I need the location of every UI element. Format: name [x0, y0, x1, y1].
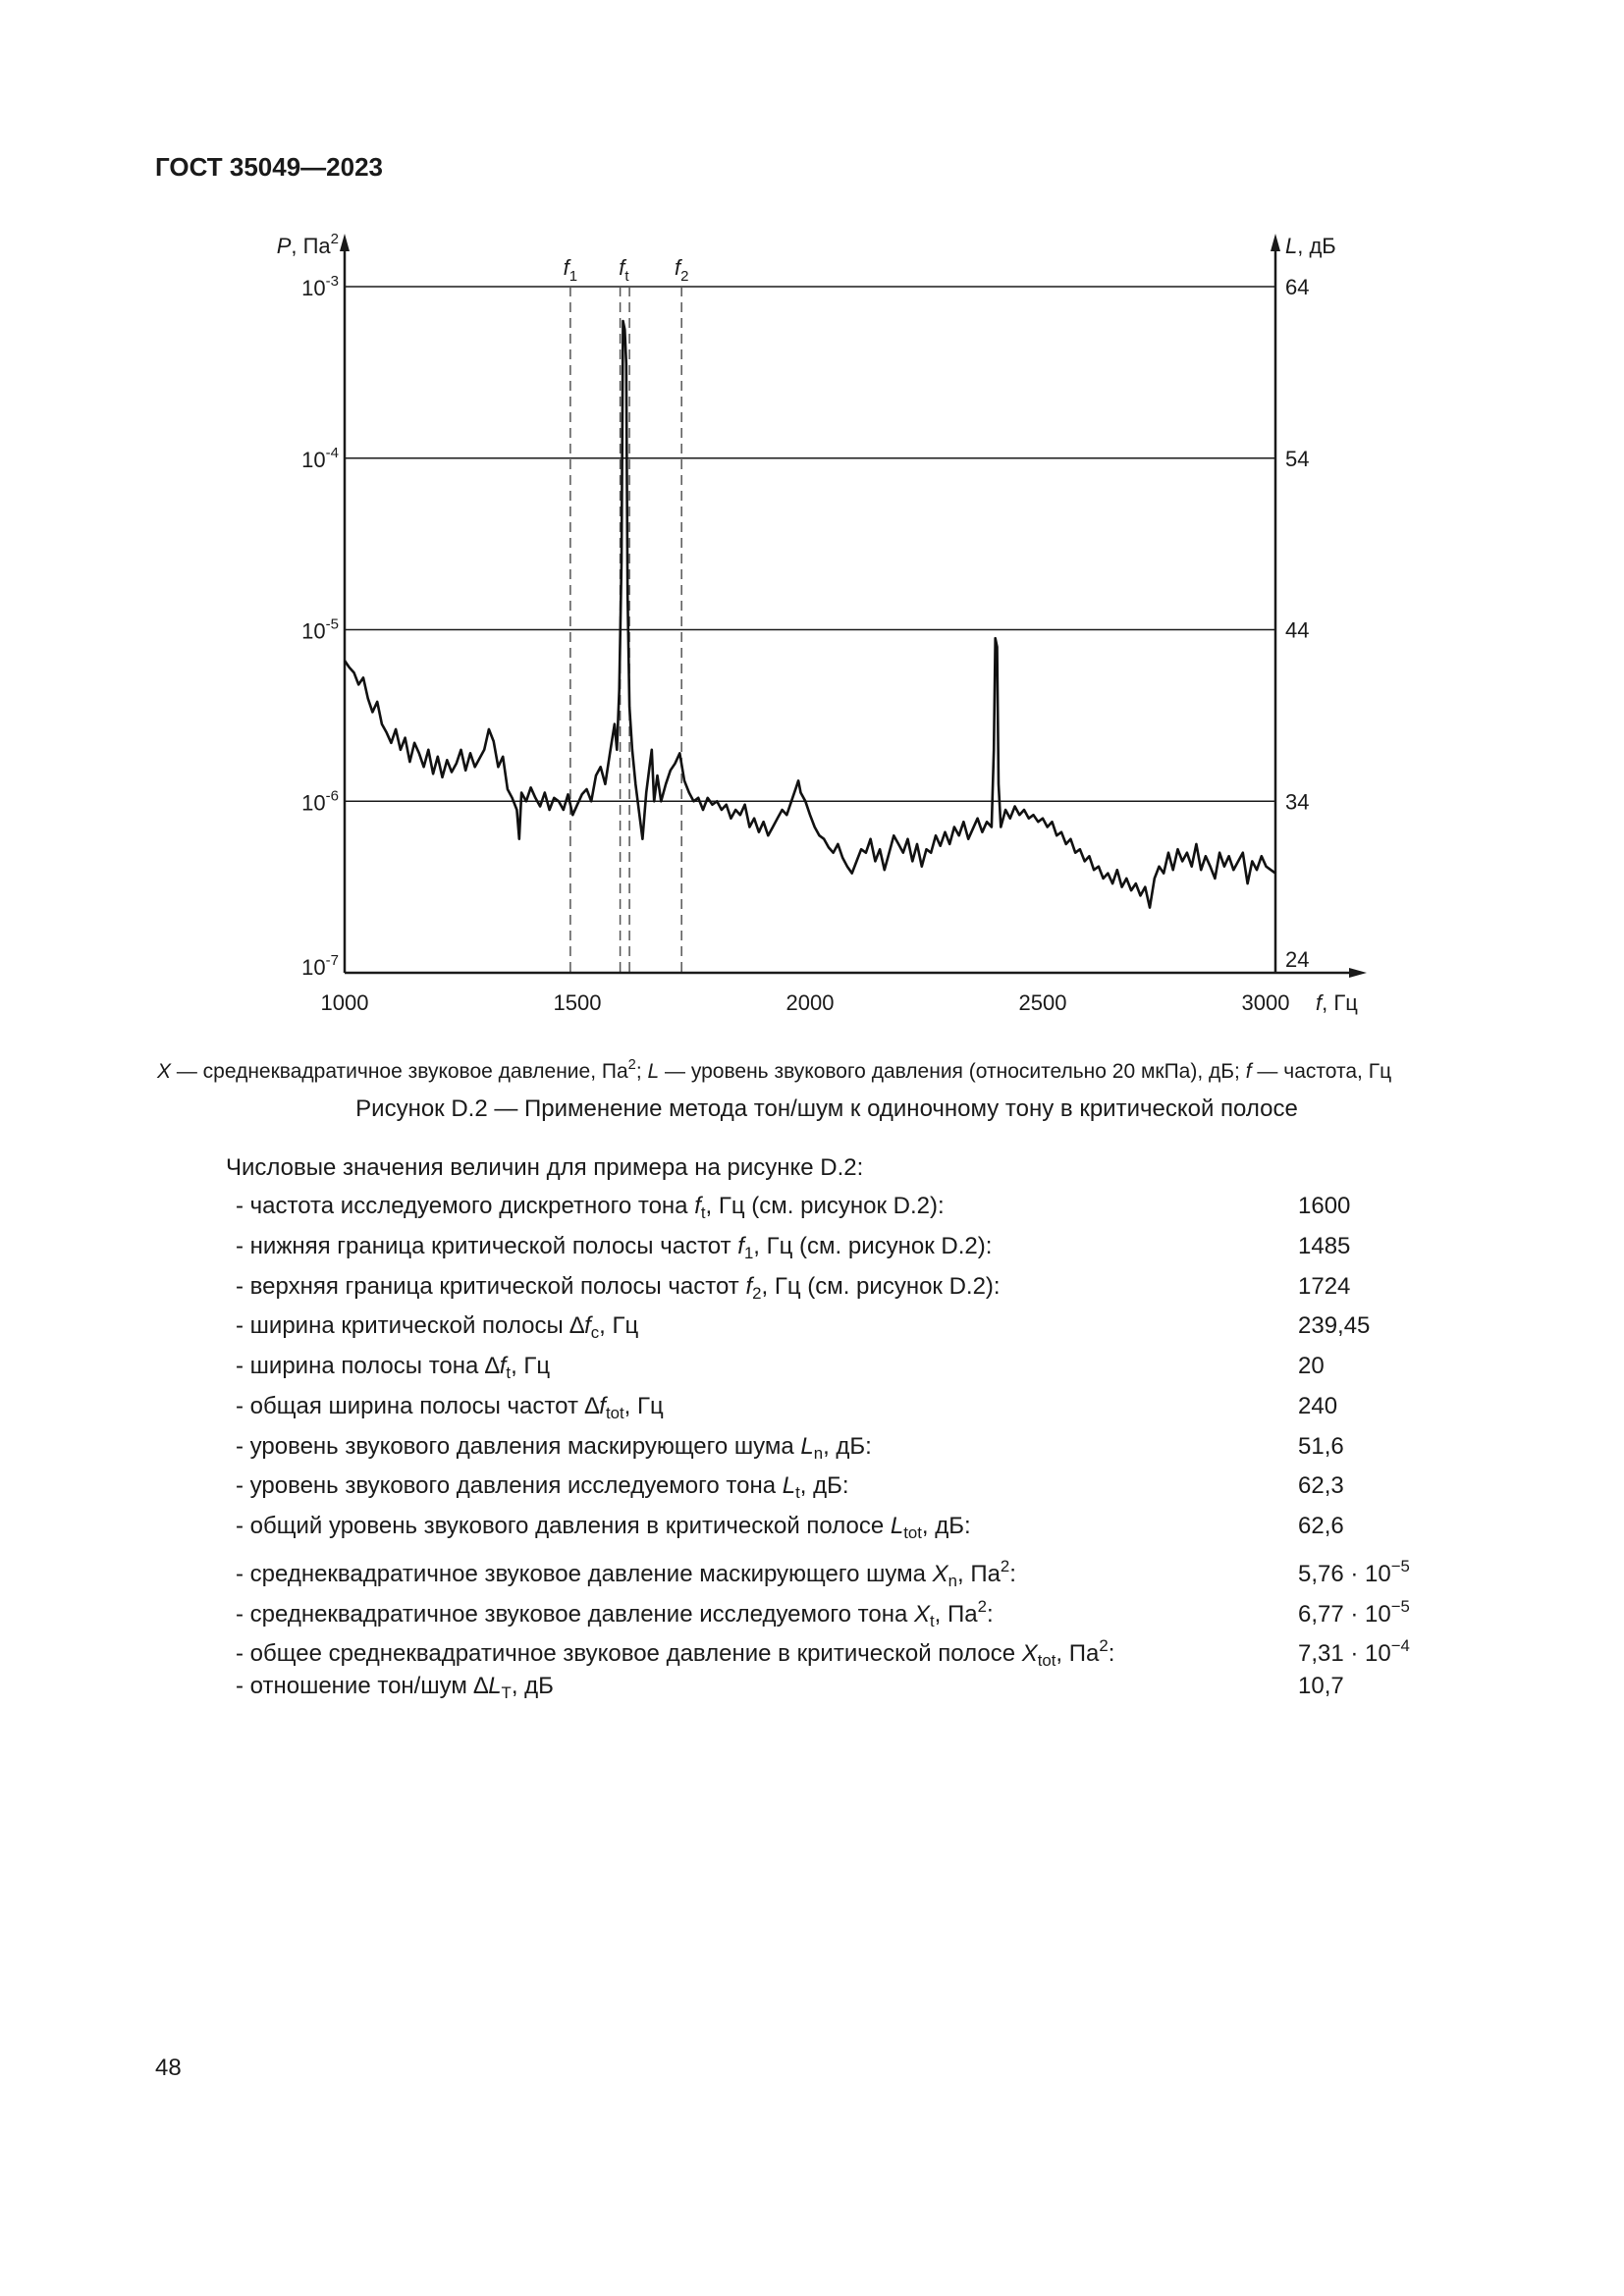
row-label — [236, 1432, 872, 1463]
row-value-exponent: −5 — [1390, 1596, 1410, 1616]
row-label-suffix: , дБ — [511, 1673, 554, 1699]
left-tick-exp: -4 — [325, 444, 339, 461]
row-value — [1298, 1432, 1344, 1462]
row-label-suffix: , Гц — [623, 1392, 664, 1419]
row-value-number: 5,76 · 10 — [1298, 1560, 1391, 1587]
row-subscript: c — [590, 1323, 600, 1343]
value-row — [236, 1392, 1463, 1432]
row-label-suffix: , Гц (см. рисунок D.2): — [705, 1193, 945, 1219]
row-subscript: t — [506, 1363, 512, 1383]
row-label — [236, 1392, 664, 1422]
right-tick-label: 54 — [1285, 446, 1310, 471]
row-symbol: f — [499, 1353, 507, 1379]
figure-legend — [157, 1051, 1391, 1086]
row-label-text: - частота исследуемого дискретного тона — [236, 1193, 695, 1219]
row-subscript: n — [813, 1443, 824, 1463]
spectrum-line — [345, 321, 1275, 908]
marker-label — [564, 255, 577, 285]
left-tick-label — [301, 616, 339, 644]
row-subscript: t — [795, 1483, 800, 1503]
left-axis-label-sup: 2 — [330, 231, 339, 247]
row-label-text: - общий уровень звукового давления в критической полосе — [236, 1513, 891, 1539]
row-subscript: t — [929, 1611, 935, 1630]
x-axis-label-unit: , Гц — [1322, 990, 1358, 1015]
x-axis-arrow — [1349, 968, 1367, 978]
row-value-number: 62,3 — [1298, 1472, 1344, 1500]
row-label-text: - отношение тон/шум — [236, 1673, 474, 1699]
left-tick-base: 10 — [301, 790, 326, 816]
legend-symbol: X — [157, 1059, 172, 1083]
row-label-text: - верхняя граница критической полосы частот — [236, 1272, 746, 1300]
row-label — [236, 1353, 551, 1383]
row-subscript: 1 — [743, 1243, 754, 1262]
row-label-text: - ширина полосы тона — [236, 1353, 486, 1379]
legend-text: ; — [635, 1059, 648, 1083]
row-value-number: 240 — [1298, 1392, 1338, 1419]
row-label — [236, 1472, 849, 1503]
left-tick-base: 10 — [301, 955, 326, 980]
spectrum-chart — [0, 0, 1624, 1041]
row-symbol: f — [737, 1232, 744, 1259]
row-label-text: - среднеквадратичное звуковое давление маскирующего шума — [236, 1560, 933, 1587]
left-tick-label — [301, 952, 339, 980]
row-label — [236, 1556, 1016, 1590]
row-value — [1298, 1232, 1350, 1261]
row-subscript: T — [501, 1683, 512, 1703]
row-label — [236, 1312, 639, 1343]
row-value — [1298, 1311, 1370, 1341]
row-symbol: X — [932, 1560, 948, 1587]
row-symbol: L — [488, 1673, 502, 1699]
row-label-text: - среднеквадратичное звуковое давление исследуемого тона — [236, 1600, 914, 1628]
right-tick-label: 64 — [1285, 275, 1310, 299]
row-value — [1298, 1631, 1410, 1669]
row-value — [1298, 1392, 1337, 1421]
marker-label-var: f — [563, 255, 569, 280]
left-tick-label — [301, 273, 339, 300]
row-label-colon: : — [986, 1600, 994, 1628]
row-value — [1298, 1192, 1350, 1221]
row-value — [1298, 1272, 1350, 1302]
figure-caption: Рисунок D.2 — Применение метода тон/шум к одиночному тону в критической полосе — [355, 1095, 1298, 1122]
value-row — [236, 1631, 1463, 1672]
legend-symbol: f — [1245, 1059, 1252, 1083]
values-list — [236, 1192, 1463, 1712]
value-row — [236, 1272, 1463, 1312]
row-symbol: f — [599, 1392, 606, 1419]
x-tick-label: 1000 — [320, 990, 369, 1015]
row-superscript: 2 — [977, 1596, 987, 1616]
row-delta: ∆ — [485, 1353, 500, 1379]
row-label-text: - уровень звукового давления исследуемого тона — [236, 1472, 783, 1500]
row-symbol: f — [584, 1312, 591, 1340]
left-tick-exp: -5 — [325, 615, 339, 633]
row-delta: ∆ — [584, 1392, 600, 1419]
row-delta: ∆ — [473, 1673, 489, 1699]
left-axis-arrow — [340, 234, 350, 251]
marker-label-sub: 2 — [680, 268, 689, 285]
marker-label-var: f — [674, 255, 681, 280]
row-subscript: t — [700, 1203, 706, 1223]
row-value-exponent: −5 — [1390, 1556, 1410, 1575]
value-row — [236, 1432, 1463, 1472]
row-label-text: - уровень звукового давления маскирующего шума — [236, 1432, 801, 1460]
row-value — [1298, 1512, 1344, 1541]
row-value — [1298, 1672, 1344, 1701]
row-label-suffix: , Па — [1056, 1640, 1100, 1668]
row-value — [1298, 1592, 1410, 1629]
left-tick-label — [301, 445, 339, 472]
value-row — [236, 1352, 1463, 1392]
row-label-text: - общая ширина полосы частот — [236, 1392, 585, 1419]
row-value-number: 7,31 · 10 — [1298, 1640, 1391, 1668]
row-label — [236, 1193, 945, 1223]
row-label — [236, 1636, 1115, 1671]
row-label — [236, 1673, 554, 1703]
value-row — [236, 1592, 1463, 1632]
right-axis-label — [1285, 234, 1336, 258]
row-label-suffix: , дБ: — [823, 1432, 872, 1460]
legend-symbol: L — [647, 1059, 660, 1083]
page-number: 48 — [155, 2055, 182, 2081]
row-label-colon: : — [1009, 1560, 1016, 1587]
row-value-number: 6,77 · 10 — [1298, 1600, 1391, 1628]
row-label — [236, 1513, 971, 1543]
right-tick-label: 44 — [1285, 617, 1310, 643]
value-row — [236, 1232, 1463, 1272]
row-value-number: 51,6 — [1298, 1432, 1344, 1460]
row-symbol: L — [800, 1432, 814, 1460]
value-row — [236, 1311, 1463, 1352]
row-value-number: 239,45 — [1298, 1312, 1371, 1340]
left-tick-exp: -6 — [325, 787, 339, 805]
marker-label — [619, 255, 629, 285]
row-superscript: 2 — [1000, 1556, 1010, 1575]
row-symbol: L — [782, 1472, 796, 1500]
value-row — [236, 1552, 1463, 1592]
legend-text: — уровень звукового давления (относительно 20 мкПа), дБ; — [659, 1059, 1246, 1083]
row-value-number: 1724 — [1298, 1272, 1351, 1300]
row-subscript: tot — [605, 1403, 624, 1422]
row-label-suffix: , Гц — [599, 1312, 639, 1340]
row-subscript: n — [947, 1571, 957, 1590]
left-tick-exp: -7 — [325, 952, 339, 969]
right-tick-label: 34 — [1285, 789, 1310, 815]
left-tick-base: 10 — [301, 447, 326, 472]
right-tick-label: 24 — [1285, 947, 1310, 972]
marker-label — [675, 255, 688, 285]
row-symbol: f — [745, 1272, 753, 1300]
value-row — [236, 1471, 1463, 1512]
row-symbol: f — [694, 1193, 701, 1219]
row-subscript: tot — [903, 1523, 922, 1543]
row-subscript: tot — [1037, 1651, 1056, 1671]
row-label-suffix: , Па — [956, 1560, 1001, 1587]
row-value — [1298, 1471, 1344, 1501]
row-label-suffix: , Па — [934, 1600, 978, 1628]
row-superscript: 2 — [1099, 1636, 1109, 1656]
row-symbol: L — [890, 1513, 904, 1539]
row-label — [236, 1232, 993, 1262]
value-row — [236, 1672, 1463, 1712]
left-axis-label — [277, 231, 339, 258]
row-label-suffix: , Гц (см. рисунок D.2): — [761, 1272, 1001, 1300]
x-tick-label: 3000 — [1241, 990, 1290, 1015]
row-label-colon: : — [1108, 1640, 1115, 1668]
row-subscript: 2 — [752, 1283, 762, 1303]
x-axis-label — [1316, 990, 1358, 1015]
legend-text: — среднеквадратичное звуковое давление, Па — [171, 1059, 628, 1083]
legend-superscript: 2 — [627, 1057, 636, 1073]
x-tick-label: 2000 — [785, 990, 835, 1015]
marker-label-sub: t — [624, 268, 629, 285]
document-header: ГОСТ 35049—2023 — [155, 152, 383, 182]
right-axis-label-unit: , дБ — [1297, 234, 1336, 258]
left-tick-label — [301, 787, 339, 815]
left-tick-base: 10 — [301, 276, 326, 300]
row-label-suffix: , Гц — [511, 1353, 551, 1379]
left-tick-exp: -3 — [325, 273, 339, 290]
row-value-number: 1485 — [1298, 1232, 1351, 1259]
left-axis-label-var: P — [276, 234, 292, 258]
x-axis-label-var: f — [1316, 990, 1323, 1015]
marker-label-sub: 1 — [568, 268, 578, 285]
row-label-suffix: , дБ: — [921, 1513, 971, 1539]
x-tick-label: 1500 — [553, 990, 602, 1015]
row-value-number: 20 — [1298, 1353, 1325, 1379]
row-value-number: 10,7 — [1298, 1673, 1344, 1699]
row-label-suffix: , дБ: — [799, 1472, 849, 1500]
value-row — [236, 1512, 1463, 1552]
row-label-text: - ширина критической полосы — [236, 1312, 570, 1340]
x-tick-label: 2500 — [1018, 990, 1067, 1015]
row-value — [1298, 1352, 1325, 1381]
row-label-text: - нижняя граница критической полосы частот — [236, 1232, 738, 1259]
row-label — [236, 1272, 1001, 1303]
left-tick-base: 10 — [301, 618, 326, 644]
legend-text: — частота, Гц — [1251, 1059, 1392, 1083]
left-axis-label-unit: , Па — [291, 234, 331, 258]
marker-label-var: f — [619, 255, 625, 280]
row-symbol: X — [1021, 1640, 1038, 1668]
row-label — [236, 1596, 994, 1630]
row-value — [1298, 1552, 1410, 1589]
right-axis-label-var: L — [1285, 234, 1298, 258]
row-label-text: - общее среднеквадратичное звуковое давление в критической полосе — [236, 1640, 1022, 1668]
right-axis-arrow — [1271, 234, 1280, 251]
row-value-exponent: −4 — [1390, 1636, 1410, 1656]
row-symbol: X — [913, 1600, 930, 1628]
row-delta: ∆ — [569, 1312, 585, 1340]
row-value-number: 1600 — [1298, 1193, 1351, 1219]
values-intro: Числовые значения величин для примера на рисунке D.2: — [226, 1154, 864, 1181]
row-value-number: 62,6 — [1298, 1513, 1344, 1539]
row-label-suffix: , Гц (см. рисунок D.2): — [753, 1232, 993, 1259]
value-row — [236, 1192, 1463, 1232]
